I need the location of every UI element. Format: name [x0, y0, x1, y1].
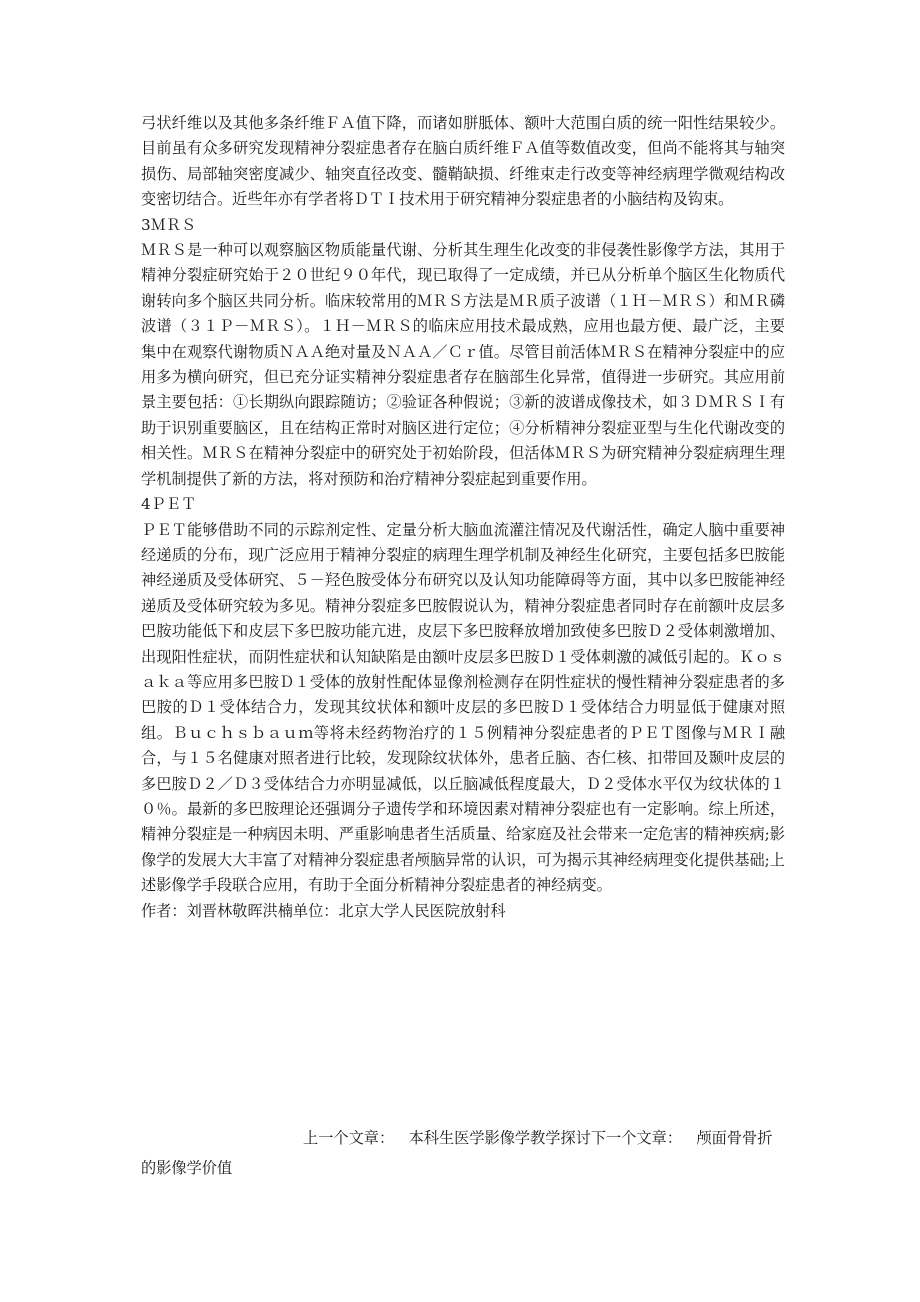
- paragraph-dti-summary: 弓状纤维以及其他多条纤维ＦＡ值下降，而诸如胼胝体、额叶大范围白质的统一阳性结果较少。目前虽有众多研究发现精神分裂症患者存在脑白质纤维ＦＡ值等数值改变，但尚不能将其与轴突损伤、局部轴突密度减少、轴突直径改变、髓鞘缺损、纤维束走行改变等神经病理学微观结构改变密切结合。近些年亦有学者将ＤＴＩ技术用于研究精神分裂症患者的小脑结构及钩束。: [141, 114, 785, 209]
- next-article-link-part2[interactable]: 的影像学价值: [141, 1159, 233, 1177]
- article-body: [141, 111, 785, 924]
- section-heading-mrs: 3ＭＲＳ: [141, 215, 197, 234]
- author-line: 作者：刘晋林敬晖洪楠单位：北京大学人民医院放射科: [141, 901, 506, 920]
- next-article-link-part1[interactable]: 颅面骨骨折: [696, 1129, 773, 1147]
- prev-label: 上一个文章：: [303, 1129, 395, 1147]
- paragraph-mrs: ＭＲＳ是一种可以观察脑区物质能量代谢、分析其生理生化改变的非侵袭性影像学方法，其用于精神分裂症研究始于２０世纪９０年代，现已取得了一定成绩，并已从分析单个脑区生化物质代谢转向多个脑区共同分析。临床较常用的ＭＲＳ方法是ＭＲ质子波谱（１Ｈ－ＭＲＳ）和ＭＲ磷波谱（３１Ｐ－ＭＲＳ）。１Ｈ－ＭＲＳ的临床应用技术最成熟，应用也最方便、最广泛，主要集中在观察代谢物质ＮＡＡ绝对量及ＮＡＡ／Ｃｒ值。尽管目前活体ＭＲＳ在精神分裂症中的应用多为横向研究，但已充分证实精神分裂症患者存在脑部生化异常，值得进一步研究。其应用前景主要包括：①长期纵向跟踪随访；②验证各种假说；③新的波谱成像技术，如３ＤＭＲＳＩ有助于识别重要脑区，且在结构正常时对脑区进行定位；④分析精神分裂症亚型与生化代谢改变的相关性。ＭＲＳ在精神分裂症中的研究处于初始阶段，但活体ＭＲＳ为研究精神分裂症病理生理学机制提供了新的方法，将对预防和治疗精神分裂症起到重要作用。: [141, 241, 785, 488]
- article-navigation: [141, 1123, 785, 1183]
- prev-article-link[interactable]: 本科生医学影像学教学探讨: [408, 1129, 591, 1147]
- section-heading-pet: 4ＰＥＴ: [141, 495, 197, 514]
- paragraph-pet: ＰＥＴ能够借助不同的示踪剂定性、定量分析大脑血流灌注情况及代谢活性，确定人脑中重要神经递质的分布，现广泛应用于精神分裂症的病理生理学机制及神经生化研究，主要包括多巴胺能神经递质及受体研究、５－羟色胺受体分布研究以及认知功能障碍等方面，其中以多巴胺能神经递质及受体研究较为多见。精神分裂症多巴胺假说认为，精神分裂症患者同时存在前额叶皮层多巴胺功能低下和皮层下多巴胺功能亢进，皮层下多巴胺释放增加致使多巴胺Ｄ２受体刺激增加、出现阳性症状，而阴性症状和认知缺陷是由额叶皮层多巴胺Ｄ１受体刺激的减低引起的。Ｋｏｓａｋａ等应用多巴胺Ｄ１受体的放射性配体显像剂检测存在阴性症状的慢性精神分裂症患者的多巴胺的Ｄ１受体结合力，发现其纹状体和额叶皮层的多巴胺Ｄ１受体结合力明显低于健康对照组。Ｂｕｃｈｓｂａｕｍ等将未经药物治疗的１５例精神分裂症患者的ＰＥＴ图像与ＭＲＩ融合，与１５名健康对照者进行比较，发现除纹状体外，患者丘脑、杏仁核、扣带回及颞叶皮层的多巴胺Ｄ２／Ｄ３受体结合力亦明显减低，以丘脑减低程度最大，Ｄ２受体水平仅为纹状体的１０％。最新的多巴胺理论还强调分子遗传学和环境因素对精神分裂症也有一定影响。综上所述，精神分裂症是一种病因未明、严重影响患者生活质量、给家庭及社会带来一定危害的精神疾病;影像学的发展大大丰富了对精神分裂症患者颅脑异常的认识，可为揭示其神经病理变化提供基础;上述影像学手段联合应用，有助于全面分析精神分裂症患者的神经病变。: [141, 520, 785, 895]
- next-label: 下一个文章：: [590, 1129, 682, 1147]
- nav-line: [141, 1123, 785, 1153]
- nav-line-continued: [141, 1153, 785, 1183]
